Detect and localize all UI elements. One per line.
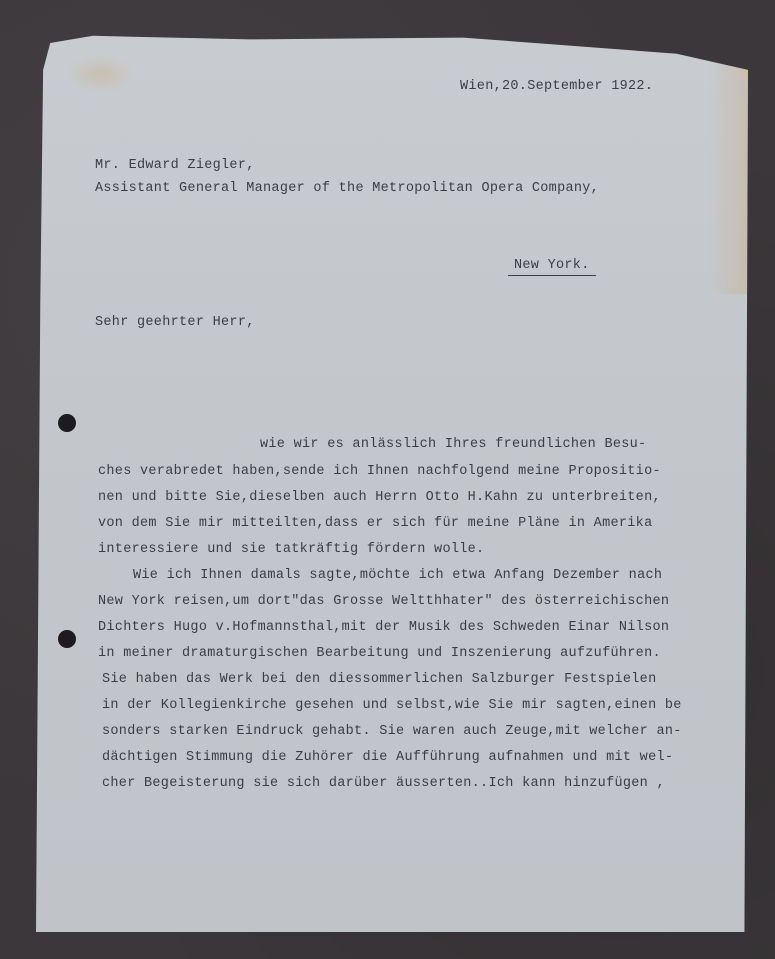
body-line: ches verabredet haben,sende ich Ihnen nachfolgend meine Propositio- bbox=[98, 464, 661, 479]
punch-hole bbox=[58, 414, 76, 432]
recipient-city: New York. bbox=[508, 259, 596, 276]
paper-stain bbox=[66, 54, 136, 94]
body-line: in der Kollegienkirche gesehen und selbst,wie Sie mir sagten,einen be bbox=[102, 698, 682, 713]
body-line: New York reisen,um dort"das Grosse Weltthhater" des österreichischen bbox=[98, 594, 670, 609]
body-line: cher Begeisterung sie sich darüber äusserten..Ich kann hinzufügen , bbox=[102, 776, 665, 791]
body-line: wie wir es anlässlich Ihres freundlichen Besu- bbox=[260, 437, 647, 452]
salutation: Sehr geehrter Herr, bbox=[95, 315, 255, 330]
place-date: Wien,20.September 1922. bbox=[460, 79, 654, 94]
body-line: Wie ich Ihnen damals sagte,möchte ich etwa Anfang Dezember nach bbox=[133, 568, 663, 583]
body-line: Sie haben das Werk bei den diessommerlichen Salzburger Festspielen bbox=[102, 672, 657, 687]
body-line: interessiere und sie tatkräftig fördern wolle. bbox=[98, 542, 485, 557]
recipient-name: Mr. Edward Ziegler, bbox=[95, 158, 255, 173]
body-line: sonders starken Eindruck gehabt. Sie waren auch Zeuge,mit welcher an- bbox=[102, 724, 682, 739]
recipient-title: Assistant General Manager of the Metropolitan Opera Company, bbox=[95, 181, 600, 196]
body-line: nen und bitte Sie,dieselben auch Herrn Otto H.Kahn zu unterbreiten, bbox=[98, 490, 661, 505]
body-line: in meiner dramaturgischen Bearbeitung und Inszenierung aufzuführen. bbox=[98, 646, 661, 661]
body-line: dächtigen Stimmung die Zuhörer die Aufführung aufnahmen und mit wel- bbox=[102, 750, 674, 765]
body-line: Dichters Hugo v.Hofmannsthal,mit der Musik des Schweden Einar Nilson bbox=[98, 620, 670, 635]
body-line: von dem Sie mir mitteilten,dass er sich für meine Pläne in Amerika bbox=[98, 516, 653, 531]
paper-stain bbox=[708, 34, 748, 294]
punch-hole bbox=[58, 630, 76, 648]
